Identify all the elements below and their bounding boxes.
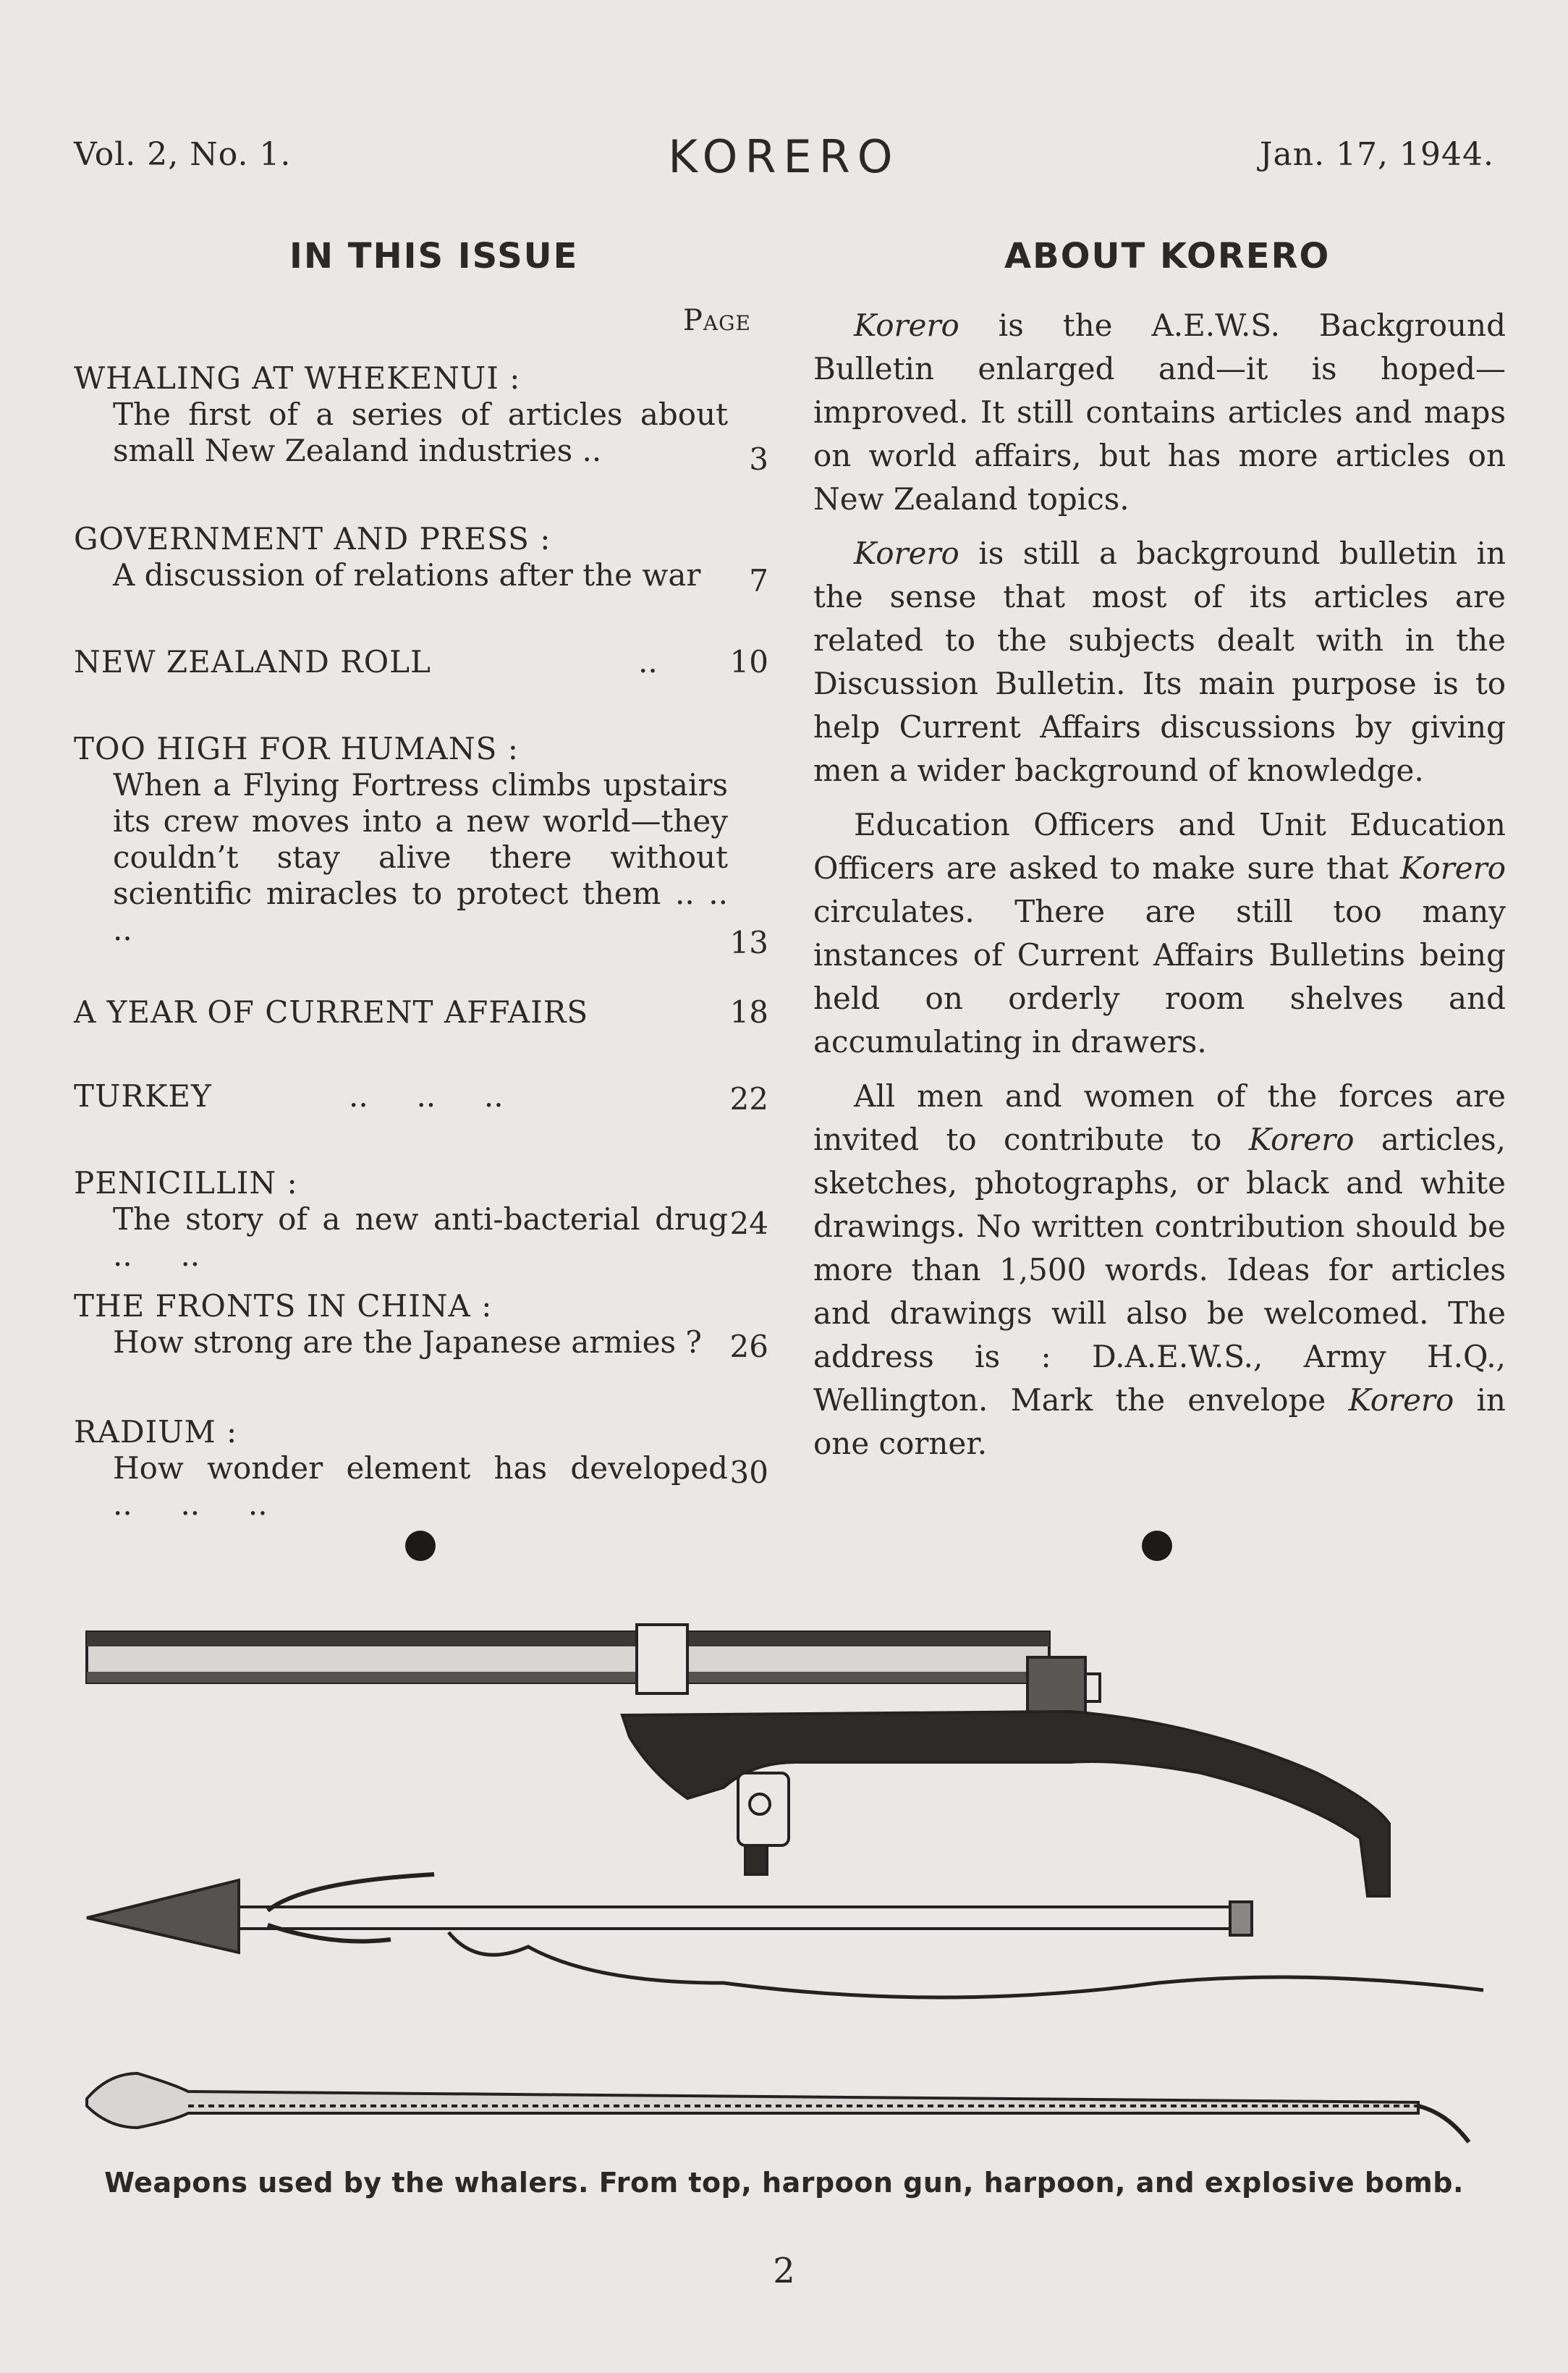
masthead (74, 130, 1494, 188)
bullet-dot (1142, 1531, 1172, 1561)
toc-title: PENICILLIN : (74, 1165, 298, 1201)
toc-page: 26 (729, 1329, 768, 1364)
toc-entry[interactable] (74, 1078, 768, 1117)
toc-page: 3 (749, 441, 768, 477)
about-korero-text (813, 304, 1506, 1476)
about-paragraph: Education Officers and Unit Education Officers are asked to make sure that Korero circulates. There are still too many instances of Current Affairs Bulletins being held on orderly room shelves and accumulating in drawers. (813, 807, 1506, 1059)
publication-title: KORERO (668, 130, 900, 183)
toc-entry[interactable] (74, 521, 768, 598)
about-paragraph: Korero is the A.E.W.S. Background Bulletin enlarged and—it is hoped—improved. It still contains articles and maps on world affairs, but has more articles on New Zealand topics. (813, 308, 1506, 517)
page-column-label: Page (683, 304, 751, 337)
toc-entry[interactable] (74, 731, 768, 960)
toc-page: 24 (729, 1206, 768, 1241)
harpoon-drawing (87, 1874, 1483, 1997)
toc-leader: .. .. .. (349, 1078, 504, 1114)
toc-title: A YEAR OF CURRENT AFFAIRS (74, 994, 589, 1030)
toc-desc: How strong are the Japanese armies ? (113, 1324, 702, 1360)
toc-title: WHALING AT WHEKENUI : (74, 360, 521, 396)
toc-title: THE FRONTS IN CHINA : (74, 1288, 493, 1324)
about-heading: ABOUT KORERO (1004, 236, 1331, 276)
toc-desc: A discussion of relations after the war (113, 557, 701, 593)
toc-page: 22 (729, 1081, 768, 1117)
toc-title: TURKEY (74, 1078, 212, 1114)
toc-entry[interactable] (74, 1414, 768, 1523)
toc-leader: .. (638, 644, 658, 680)
toc-desc: The first of a series of articles about small New Zealand industries .. (113, 397, 728, 468)
contents-heading: IN THIS ISSUE (289, 236, 579, 276)
toc-desc: The story of a new anti-bacterial drug .. .. (113, 1201, 728, 1273)
toc-page: 30 (729, 1455, 768, 1490)
toc-entry[interactable] (74, 360, 768, 477)
toc-entry[interactable] (74, 1288, 768, 1364)
volume-number: Vol. 2, No. 1. (74, 136, 292, 173)
toc-page: 7 (749, 563, 768, 598)
illustration-caption: Weapons used by the whalers. From top, harpoon gun, harpoon, and explosive bomb. (104, 2167, 1464, 2199)
about-paragraph: Korero is still a background bulletin in the sense that most of its articles are related to the subjects dealt with in the Discussion Bulletin. Its main purpose is to help Current Affairs discussions by giving men a wider background of knowledge. (813, 536, 1506, 788)
toc-title: TOO HIGH FOR HUMANS : (74, 731, 519, 766)
toc-page: 13 (729, 925, 768, 960)
toc-page: 10 (729, 644, 768, 680)
bullet-dot (405, 1531, 436, 1561)
about-paragraph: All men and women of the forces are invited to contribute to Korero articles, sketches, photographs, or black and white drawings. No written contribution should be more than 1,500 words. Ideas for articles and drawings will also be welcomed. The address is : D.A.E.W.S., Army H.Q., Wellington. Mark the envelope Korero in one corner. (813, 1078, 1506, 1461)
toc-entry[interactable] (74, 994, 768, 1031)
toc-desc: How wonder element has developed .. .. .. (113, 1450, 728, 1522)
toc-title: NEW ZEALAND ROLL (74, 644, 431, 680)
toc-title: RADIUM : (74, 1414, 238, 1450)
page-number: 2 (773, 2251, 795, 2291)
explosive-bomb-drawing (87, 2073, 1469, 2142)
toc-page: 18 (729, 994, 768, 1030)
toc-entry[interactable] (74, 644, 768, 680)
toc-entry[interactable] (74, 1165, 768, 1274)
toc-title: GOVERNMENT AND PRESS : (74, 521, 551, 557)
whaling-weapons-illustration (72, 1607, 1505, 2171)
harpoon-gun-drawing (87, 1625, 1389, 1896)
issue-date: Jan. 17, 1944. (1259, 136, 1494, 173)
toc-desc: When a Flying Fortress climbs upstairs its crew moves into a new world—they couldn’t stay alive there without scientific miracles to protect them .. .. .. (113, 767, 728, 947)
